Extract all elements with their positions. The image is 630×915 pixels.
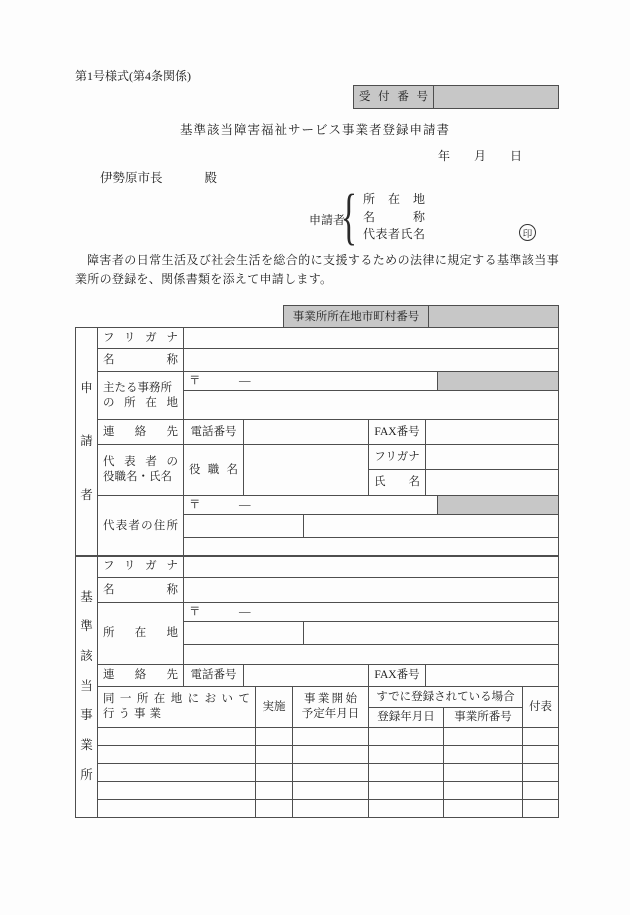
provider-postal-input[interactable] bbox=[184, 603, 559, 622]
implement-input[interactable] bbox=[256, 782, 293, 800]
applicant-label: 申請者 bbox=[309, 213, 346, 227]
appendix-input[interactable] bbox=[523, 728, 559, 746]
rep-name-label: 氏名 bbox=[369, 470, 426, 496]
contact-label: 連絡先 bbox=[98, 420, 184, 445]
start-date-input[interactable] bbox=[293, 728, 369, 746]
form-number: 第1号様式(第4条関係) bbox=[75, 69, 191, 83]
provider-fax-input[interactable] bbox=[426, 665, 559, 687]
applicant-brace: { bbox=[340, 183, 358, 251]
provider-contact-label: 連絡先 bbox=[98, 665, 184, 687]
provider-section-table bbox=[75, 555, 559, 818]
main-office-address-label: 主たる事務所 の所在地 bbox=[98, 372, 184, 420]
business-input[interactable] bbox=[98, 764, 256, 782]
position-input[interactable] bbox=[244, 445, 369, 496]
position-label: 役職名 bbox=[184, 445, 244, 496]
date-line: 年 月 日 bbox=[438, 149, 523, 163]
office-address-input[interactable] bbox=[184, 391, 559, 420]
registration-date-input[interactable] bbox=[369, 728, 444, 746]
business-row bbox=[76, 728, 559, 746]
applicant-name-input[interactable] bbox=[184, 349, 559, 372]
applicant-section-table bbox=[75, 327, 559, 557]
appendix-input[interactable] bbox=[523, 782, 559, 800]
provider-address-input-left[interactable] bbox=[184, 622, 304, 645]
page-title: 基準該当障害福祉サービス事業者登録申請書 bbox=[179, 123, 450, 137]
registration-date-input[interactable] bbox=[369, 746, 444, 764]
reception-number-input[interactable] bbox=[434, 86, 559, 109]
provider-name-input[interactable] bbox=[184, 578, 559, 603]
applicant-address-line: 所在地 bbox=[363, 192, 425, 206]
business-input[interactable] bbox=[98, 782, 256, 800]
office-number-input[interactable] bbox=[444, 728, 523, 746]
business-at-same-location-header: 同一所在地において 行う事業 bbox=[98, 687, 256, 728]
business-input[interactable] bbox=[98, 728, 256, 746]
rep-postal-input[interactable] bbox=[184, 496, 438, 515]
postal-mark: 〒 ― bbox=[189, 374, 252, 387]
office-postal-input[interactable] bbox=[184, 372, 438, 391]
provider-address-input-bottom[interactable] bbox=[184, 645, 559, 665]
office-postal-code-box[interactable] bbox=[438, 372, 559, 391]
start-date-input[interactable] bbox=[293, 746, 369, 764]
provider-address-input-right[interactable] bbox=[304, 622, 559, 645]
implement-input[interactable] bbox=[256, 764, 293, 782]
rep-address-input-left[interactable] bbox=[184, 515, 304, 538]
application-statement: 障害者の日常生活及び社会生活を総合的に支援するための法律に規定する基準該当事業所の登録を、関係書類を添えて申請します。 bbox=[75, 253, 559, 287]
registration-date-input[interactable] bbox=[369, 764, 444, 782]
office-number-input[interactable] bbox=[444, 764, 523, 782]
provider-furigana-input[interactable] bbox=[184, 556, 559, 578]
seal-mark-icon: 印 bbox=[519, 224, 536, 241]
applicant-fax-input[interactable] bbox=[426, 420, 559, 445]
planned-start-date-header: 事業開始 予定年月日 bbox=[293, 687, 369, 728]
start-date-input[interactable] bbox=[293, 764, 369, 782]
municipality-number-box bbox=[283, 305, 559, 328]
reception-number-box bbox=[353, 85, 559, 109]
applicant-name-line: 名称 bbox=[363, 209, 425, 224]
business-input[interactable] bbox=[98, 800, 256, 818]
registration-date-header: 登録年月日 bbox=[369, 708, 444, 728]
start-date-input[interactable] bbox=[293, 782, 369, 800]
business-row bbox=[76, 800, 559, 818]
provider-name-label: 名称 bbox=[98, 578, 184, 603]
tel-label: 電話番号 bbox=[184, 420, 244, 445]
municipality-number-input[interactable] bbox=[429, 306, 559, 328]
implement-input[interactable] bbox=[256, 728, 293, 746]
rep-postal-code-box[interactable] bbox=[438, 496, 559, 515]
implement-input[interactable] bbox=[256, 800, 293, 818]
provider-furigana-label: フリガナ bbox=[98, 556, 184, 578]
postal-mark: 〒 ― bbox=[189, 605, 252, 618]
office-number-input[interactable] bbox=[444, 800, 523, 818]
provider-side-label: 基 準 該 当 事 業 所 bbox=[76, 556, 98, 818]
representative-title-name-label: 代表者の 役職名・氏名 bbox=[98, 445, 184, 496]
recipient-name: 伊勢原市長 bbox=[100, 171, 163, 185]
representative-address-label: 代表者の住所 bbox=[98, 496, 184, 557]
recipient-line bbox=[100, 168, 217, 186]
provider-fax-label: FAX番号 bbox=[369, 665, 426, 687]
office-number-input[interactable] bbox=[444, 746, 523, 764]
implement-input[interactable] bbox=[256, 746, 293, 764]
office-number-input[interactable] bbox=[444, 782, 523, 800]
appendix-input[interactable] bbox=[523, 800, 559, 818]
rep-address-input-right[interactable] bbox=[304, 515, 559, 538]
office-number-header: 事業所番号 bbox=[444, 708, 523, 728]
rep-name-input[interactable] bbox=[426, 470, 559, 496]
rep-address-input-bottom[interactable] bbox=[184, 538, 559, 557]
start-date-input[interactable] bbox=[293, 800, 369, 818]
furigana-label: フリガナ bbox=[98, 328, 184, 349]
provider-tel-label: 電話番号 bbox=[184, 665, 244, 687]
rep-furigana-input[interactable] bbox=[426, 445, 559, 470]
applicant-furigana-input[interactable] bbox=[184, 328, 559, 349]
municipality-number-label: 事業所所在地市町村番号 bbox=[284, 306, 429, 328]
appendix-input[interactable] bbox=[523, 764, 559, 782]
postal-mark: 〒 ― bbox=[189, 498, 252, 511]
applicant-tel-input[interactable] bbox=[244, 420, 369, 445]
reception-number-label: 受付番号 bbox=[354, 86, 434, 109]
applicant-side-label: 申 請 者 bbox=[76, 328, 98, 557]
provider-address-label: 所在地 bbox=[98, 603, 184, 665]
fax-label: FAX番号 bbox=[369, 420, 426, 445]
registration-date-input[interactable] bbox=[369, 782, 444, 800]
business-input[interactable] bbox=[98, 746, 256, 764]
appendix-header: 付表 bbox=[523, 687, 559, 728]
appendix-input[interactable] bbox=[523, 746, 559, 764]
implement-header: 実施 bbox=[256, 687, 293, 728]
provider-tel-input[interactable] bbox=[244, 665, 369, 687]
business-row bbox=[76, 746, 559, 764]
business-row bbox=[76, 782, 559, 800]
already-registered-header: すでに登録されている場合 bbox=[369, 687, 523, 708]
applicant-lines bbox=[363, 190, 425, 243]
business-row bbox=[76, 764, 559, 782]
name-label: 名称 bbox=[98, 349, 184, 372]
recipient-honorific: 殿 bbox=[204, 171, 218, 185]
applicant-representative-line: 代表者氏名 bbox=[363, 227, 425, 241]
registration-date-input[interactable] bbox=[369, 800, 444, 818]
rep-furigana-label: フリガナ bbox=[369, 445, 426, 470]
